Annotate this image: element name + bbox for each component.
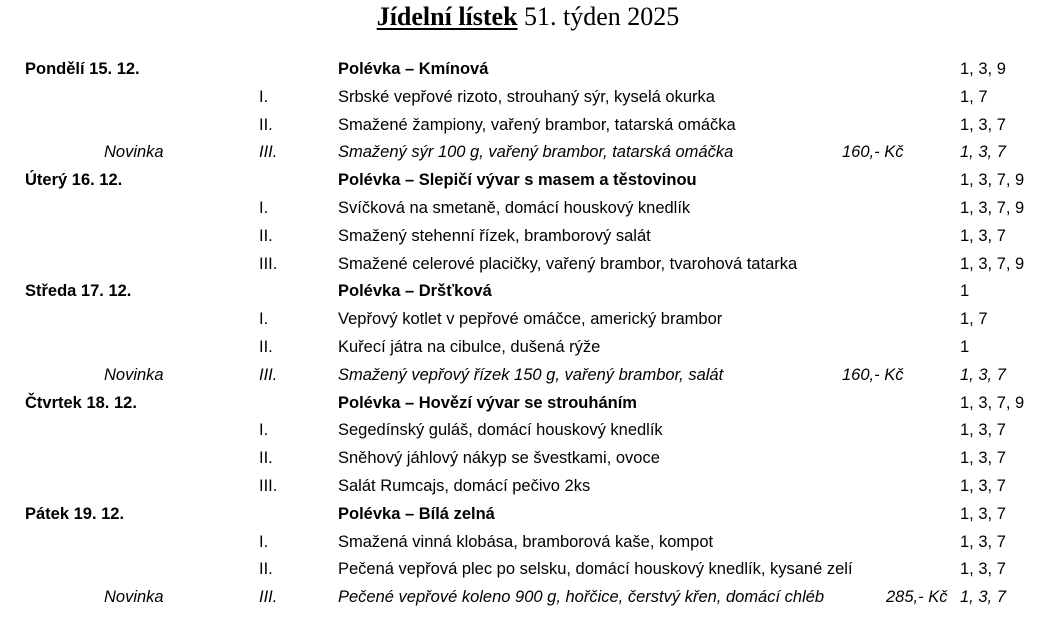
meal-allergens: 1, 3, 7, 9: [960, 198, 1025, 217]
meal-number: II.: [259, 449, 273, 468]
meal-allergens: 1, 3, 7: [960, 449, 1006, 468]
meal-allergens: 1, 3, 7: [960, 421, 1006, 440]
meal-name: Smažená vinná klobása, bramborová kaše, kompot: [338, 532, 714, 551]
meal-number: III.: [259, 254, 278, 273]
meal-allergens: 1, 3, 7: [960, 476, 1006, 495]
day-header-row: [0, 56, 1056, 84]
meal-name: Smažený sýr 100 g, vařený brambor, tatarská omáčka: [338, 143, 734, 162]
meal-number: III.: [259, 365, 278, 384]
day-label: Středa 17. 12.: [25, 282, 132, 301]
soup-allergens: 1, 3, 7, 9: [960, 171, 1025, 190]
meal-number: III.: [259, 143, 278, 162]
meal-number: I.: [259, 87, 269, 106]
meal-allergens: 1: [960, 337, 970, 356]
meal-row: [0, 556, 1056, 584]
meal-allergens: 1, 3, 7: [960, 560, 1006, 579]
meal-row: [0, 112, 1056, 140]
meal-row: [0, 84, 1056, 112]
meal-number: I.: [259, 198, 269, 217]
meal-allergens: 1, 3, 7: [960, 115, 1006, 134]
meal-row: [0, 362, 1056, 390]
meal-number: I.: [259, 532, 269, 551]
meal-price: 285,- Kč: [886, 588, 948, 607]
soup-allergens: 1, 3, 7: [960, 504, 1006, 523]
meal-name: Salát Rumcajs, domácí pečivo 2ks: [338, 476, 591, 495]
meal-name: Smažené žampiony, vařený brambor, tatarská omáčka: [338, 115, 736, 134]
day-header-row: [0, 501, 1056, 529]
meal-row: [0, 529, 1056, 557]
day-header-row: [0, 167, 1056, 195]
menu-title: Jídelní lístek: [376, 2, 518, 31]
day-label: Pátek 19. 12.: [25, 504, 125, 523]
meal-name: Pečená vepřová plec po selsku, domácí houskový knedlík, kysané zelí: [338, 560, 853, 579]
day-label: Čtvrtek 18. 12.: [25, 393, 137, 412]
meal-number: II.: [259, 560, 273, 579]
meal-number: III.: [259, 588, 278, 607]
meal-name: Smažené celerové placičky, vařený brambor, tvarohová tatarka: [338, 254, 798, 273]
novelty-label: Novinka: [104, 365, 164, 384]
day-label: Úterý 16. 12.: [25, 171, 123, 190]
meal-name: Svíčková na smetaně, domácí houskový knedlík: [338, 198, 691, 217]
meal-price: 160,- Kč: [842, 365, 904, 384]
meal-row: [0, 334, 1056, 362]
meal-number: III.: [259, 476, 278, 495]
meal-allergens: 1, 7: [960, 310, 988, 329]
meal-allergens: 1, 3, 7: [960, 588, 1006, 607]
meal-number: I.: [259, 310, 269, 329]
meal-allergens: 1, 7: [960, 87, 988, 106]
meal-row: [0, 195, 1056, 223]
meal-allergens: 1, 3, 7: [960, 532, 1006, 551]
meal-row: [0, 584, 1056, 612]
soup-name: Polévka – Dršťková: [338, 282, 492, 301]
meal-row: [0, 139, 1056, 167]
meal-row: [0, 223, 1056, 251]
soup-name: Polévka – Slepičí vývar s masem a těstovinou: [338, 171, 697, 190]
soup-name: Polévka – Hovězí vývar se strouháním: [338, 393, 637, 412]
meal-name: Vepřový kotlet v pepřové omáčce, americký brambor: [338, 310, 723, 329]
meal-name: Pečené vepřové koleno 900 g, hořčice, čerstvý křen, domácí chléb: [338, 588, 825, 607]
meal-allergens: 1, 3, 7, 9: [960, 254, 1025, 273]
page-title: [0, 2, 1056, 32]
soup-allergens: 1, 3, 9: [960, 60, 1006, 78]
soup-allergens: 1, 3, 7, 9: [960, 393, 1025, 412]
meal-name: Sněhový jáhlový nákyp se švestkami, ovoce: [338, 449, 660, 468]
week-label: 51. týden 2025: [524, 2, 680, 31]
meal-row: [0, 306, 1056, 334]
meal-allergens: 1, 3, 7: [960, 143, 1006, 162]
soup-name: Polévka – Bílá zelná: [338, 504, 495, 523]
soup-name: Polévka – Kmínová: [338, 60, 489, 78]
meal-number: I.: [259, 421, 269, 440]
menu-table: [0, 56, 1056, 612]
day-header-row: [0, 278, 1056, 306]
meal-allergens: 1, 3, 7: [960, 365, 1006, 384]
meal-row: [0, 445, 1056, 473]
meal-number: II.: [259, 115, 273, 134]
soup-allergens: 1: [960, 282, 970, 301]
day-label: Pondělí 15. 12.: [25, 60, 140, 78]
meal-name: Smažený vepřový řízek 150 g, vařený brambor, salát: [338, 365, 724, 384]
meal-price: 160,- Kč: [842, 143, 904, 162]
meal-name: Segedínský guláš, domácí houskový knedlík: [338, 421, 663, 440]
meal-name: Smažený stehenní řízek, bramborový salát: [338, 226, 651, 245]
meal-name: Srbské vepřové rizoto, strouhaný sýr, kyselá okurka: [338, 87, 715, 106]
meal-name: Kuřecí játra na cibulce, dušená rýže: [338, 337, 601, 356]
meal-row: [0, 473, 1056, 501]
meal-row: [0, 417, 1056, 445]
novelty-label: Novinka: [104, 143, 164, 162]
meal-number: II.: [259, 337, 273, 356]
meal-row: [0, 251, 1056, 279]
meal-number: II.: [259, 226, 273, 245]
day-header-row: [0, 390, 1056, 418]
meal-allergens: 1, 3, 7: [960, 226, 1006, 245]
novelty-label: Novinka: [104, 588, 164, 607]
